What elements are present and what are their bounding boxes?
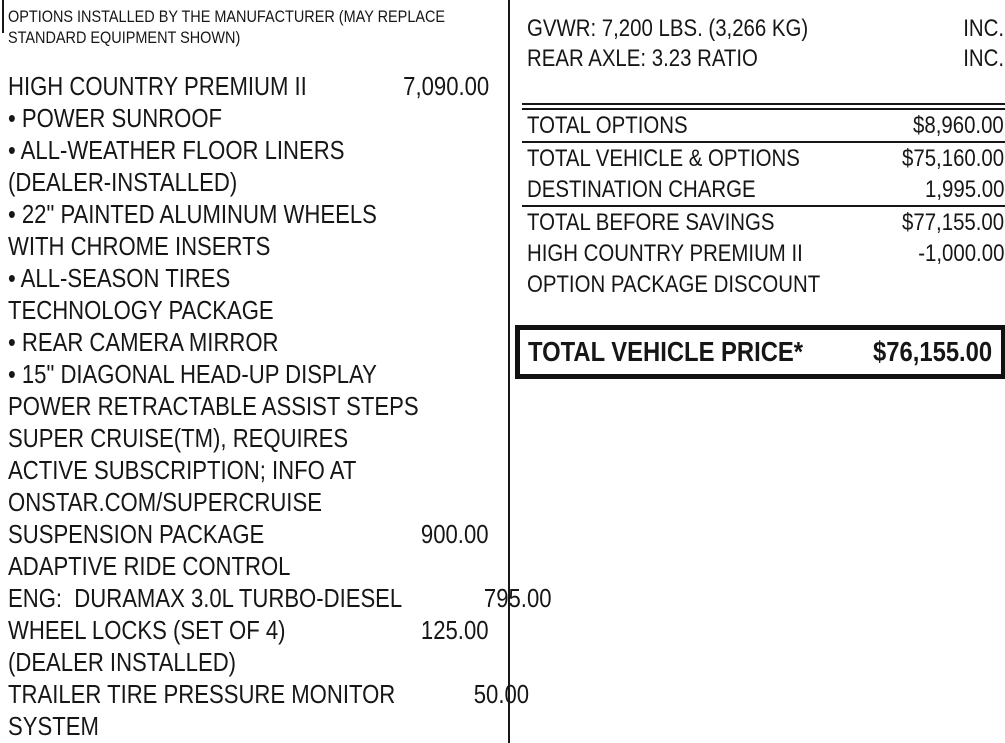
grand-total-value: $76,155.00 bbox=[872, 336, 992, 367]
option-row bbox=[8, 262, 489, 294]
option-label: (DEALER INSTALLED) bbox=[8, 646, 237, 677]
spec-label: REAR AXLE: 3.23 RATIO bbox=[527, 45, 758, 72]
column-divider bbox=[508, 0, 510, 743]
spec-value: INC. bbox=[963, 15, 1004, 42]
option-row bbox=[8, 422, 489, 454]
total-value: $77,155.00 bbox=[901, 208, 1004, 236]
option-label: • ALL-WEATHER FLOOR LINERS bbox=[8, 134, 345, 165]
total-label: HIGH COUNTRY PREMIUM II bbox=[527, 239, 803, 267]
total-vehicle-price-box bbox=[515, 325, 1005, 379]
option-label: SUSPENSION PACKAGE bbox=[8, 518, 265, 549]
option-price: 125.00 bbox=[421, 614, 489, 645]
option-row bbox=[8, 518, 489, 550]
spec-row-gvwr bbox=[527, 14, 1004, 44]
option-row bbox=[8, 614, 489, 646]
options-header-line1: OPTIONS INSTALLED BY THE MANUFACTURER (MAY REPLACE bbox=[8, 7, 446, 26]
total-row-vehicle-options bbox=[527, 143, 1004, 174]
option-row bbox=[8, 198, 489, 230]
total-value: -1,000.00 bbox=[917, 239, 1004, 267]
option-row bbox=[8, 678, 529, 710]
option-row bbox=[8, 486, 489, 518]
option-row bbox=[8, 102, 489, 134]
options-list bbox=[8, 70, 552, 742]
total-label: OPTION PACKAGE DISCOUNT bbox=[527, 270, 821, 298]
options-header bbox=[8, 6, 489, 48]
total-row-package-discount-caption bbox=[527, 269, 1004, 300]
option-row bbox=[8, 230, 489, 262]
option-label: • 22" PAINTED ALUMINUM WHEELS bbox=[8, 198, 377, 229]
option-row bbox=[8, 454, 489, 486]
option-row bbox=[8, 390, 489, 422]
total-row-options bbox=[527, 110, 1004, 141]
spec-value: INC. bbox=[963, 45, 1004, 72]
option-row bbox=[8, 70, 489, 102]
spec-label: GVWR: 7,200 LBS. (3,266 KG) bbox=[527, 15, 809, 42]
option-label: SYSTEM bbox=[8, 710, 99, 741]
options-header-line2: STANDARD EQUIPMENT SHOWN) bbox=[8, 28, 241, 47]
option-label: HIGH COUNTRY PREMIUM II bbox=[8, 70, 307, 101]
double-rule bbox=[522, 103, 1005, 110]
option-label: TRAILER TIRE PRESSURE MONITOR bbox=[8, 678, 396, 709]
pricing-section bbox=[527, 14, 1004, 379]
option-price: 7,090.00 bbox=[402, 70, 489, 101]
option-row bbox=[8, 550, 489, 582]
option-row bbox=[8, 166, 489, 198]
option-price: 900.00 bbox=[421, 518, 489, 549]
total-label: DESTINATION CHARGE bbox=[527, 175, 756, 203]
option-row bbox=[8, 646, 489, 678]
total-row-before-savings bbox=[527, 207, 1004, 238]
option-row bbox=[8, 134, 489, 166]
option-label: WHEEL LOCKS (SET OF 4) bbox=[8, 614, 286, 645]
left-border-fragment bbox=[2, 0, 4, 33]
option-label: • 15" DIAGONAL HEAD-UP DISPLAY bbox=[8, 358, 377, 389]
grand-total-label: TOTAL VEHICLE PRICE* bbox=[528, 336, 804, 367]
total-label: TOTAL BEFORE SAVINGS bbox=[527, 208, 775, 236]
option-label: ENG: DURAMAX 3.0L TURBO-DIESEL bbox=[8, 582, 403, 613]
option-row bbox=[8, 326, 489, 358]
total-label: TOTAL OPTIONS bbox=[527, 111, 688, 139]
total-row-package-discount-amount bbox=[527, 238, 1004, 269]
option-label: WITH CHROME INSERTS bbox=[8, 230, 271, 261]
option-label: • POWER SUNROOF bbox=[8, 102, 223, 133]
option-label: • ALL-SEASON TIRES bbox=[8, 262, 231, 293]
option-label: SUPER CRUISE(TM), REQUIRES bbox=[8, 422, 349, 453]
options-section bbox=[8, 6, 552, 742]
option-row bbox=[8, 358, 489, 390]
option-price: 795.00 bbox=[483, 582, 552, 613]
option-label: • REAR CAMERA MIRROR bbox=[8, 326, 279, 357]
option-label: ACTIVE SUBSCRIPTION; INFO AT bbox=[8, 454, 357, 485]
option-row bbox=[8, 710, 489, 742]
option-label: ONSTAR.COM/SUPERCRUISE bbox=[8, 486, 322, 517]
total-value: 1,995.00 bbox=[924, 175, 1004, 203]
option-price: 50.00 bbox=[473, 678, 529, 709]
option-label: TECHNOLOGY PACKAGE bbox=[8, 294, 274, 325]
spec-row-rear-axle bbox=[527, 44, 1004, 74]
option-label: ADAPTIVE RIDE CONTROL bbox=[8, 550, 291, 581]
option-row bbox=[8, 582, 552, 614]
total-label: TOTAL VEHICLE & OPTIONS bbox=[527, 144, 800, 172]
total-value: $75,160.00 bbox=[901, 144, 1004, 172]
total-row-destination-charge bbox=[527, 174, 1004, 205]
total-value: $8,960.00 bbox=[913, 111, 1004, 139]
option-label: (DEALER-INSTALLED) bbox=[8, 166, 238, 197]
option-label: POWER RETRACTABLE ASSIST STEPS bbox=[8, 390, 419, 421]
option-row bbox=[8, 294, 489, 326]
